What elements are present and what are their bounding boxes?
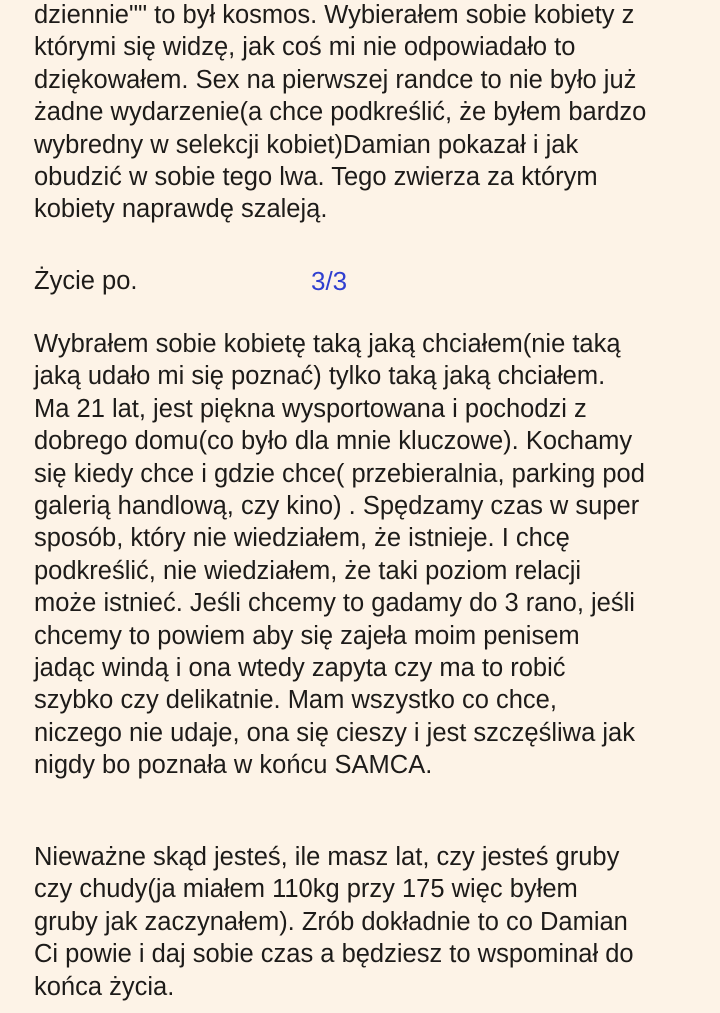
text-line: Ci powie i daj sobie czas a będziesz to wspominał do — [34, 940, 634, 969]
text-line: się kiedy chce i gdzie chce( przebieralnia, parking pod — [34, 459, 645, 488]
text-line: czy chudy(ja miałem 110kg przy 175 więc byłem — [34, 875, 578, 904]
text-line: może istnieć. Jeśli chcemy to gadamy do 3 rano, jeśli — [34, 589, 635, 618]
text-line: szybko czy delikatnie. Mam wszystko co chce, — [34, 686, 557, 715]
text-line: dziękowałem. Sex na pierwszej randce to nie było już — [34, 65, 637, 94]
paragraph-1 — [34, 0, 646, 226]
text-line: sposób, który nie wiedziałem, że istnieje. I chcę — [34, 524, 570, 553]
text-line: żadne wydarzenie(a chce podkreślić, że byłem bardzo — [34, 98, 647, 127]
text-line: chcemy to powiem aby się zajeła moim penisem — [34, 621, 580, 650]
text-line: wybredny w selekcji kobiet)Damian pokazał i jak — [34, 130, 579, 159]
section-heading-row — [34, 265, 348, 297]
text-line: gruby jak zaczynałem). Zrób dokładnie to co Damian — [34, 907, 628, 936]
text-line: kobiety naprawdę szaleją. — [34, 195, 328, 224]
page-indicator: 3/3 — [311, 266, 348, 296]
paragraph-3 — [34, 841, 634, 1003]
text-line: dobrego domu(co było dla mnie kluczowe). Kochamy — [34, 427, 633, 456]
text-line: obudzić w sobie tego lwa. Tego zwierza za którym — [34, 162, 598, 191]
text-line: dziennie"" to był kosmos. Wybierałem sobie kobiety z — [34, 1, 635, 29]
text-line: końca życia. — [34, 972, 175, 1001]
text-line: którymi się widzę, jak coś mi nie odpowiadało to — [34, 33, 576, 62]
text-line: jaką udało mi się poznać) tylko taką jaką chciałem. — [34, 362, 606, 391]
text-line: Ma 21 lat, jest piękna wysportowana i pochodzi z — [34, 394, 587, 423]
section-heading: Życie po. — [34, 267, 138, 295]
text-line: Nieważne skąd jesteś, ile masz lat, czy jesteś gruby — [34, 843, 620, 871]
text-line: Wybrałem sobie kobietę taką jaką chciałem(nie taką — [34, 330, 621, 358]
text-line: galerią handlową, czy kino) . Spędzamy czas w super — [34, 491, 640, 520]
paragraph-2 — [34, 328, 645, 781]
text-line: podkreślić, nie wiedziałem, że taki poziom relacji — [34, 556, 582, 585]
text-line: nigdy bo poznała w końcu SAMCA. — [34, 751, 433, 780]
text-line: niczego nie udaje, ona się cieszy i jest szczęśliwa jak — [34, 718, 635, 747]
text-line: jadąc windą i ona wtedy zapyta czy ma to robić — [34, 653, 566, 682]
